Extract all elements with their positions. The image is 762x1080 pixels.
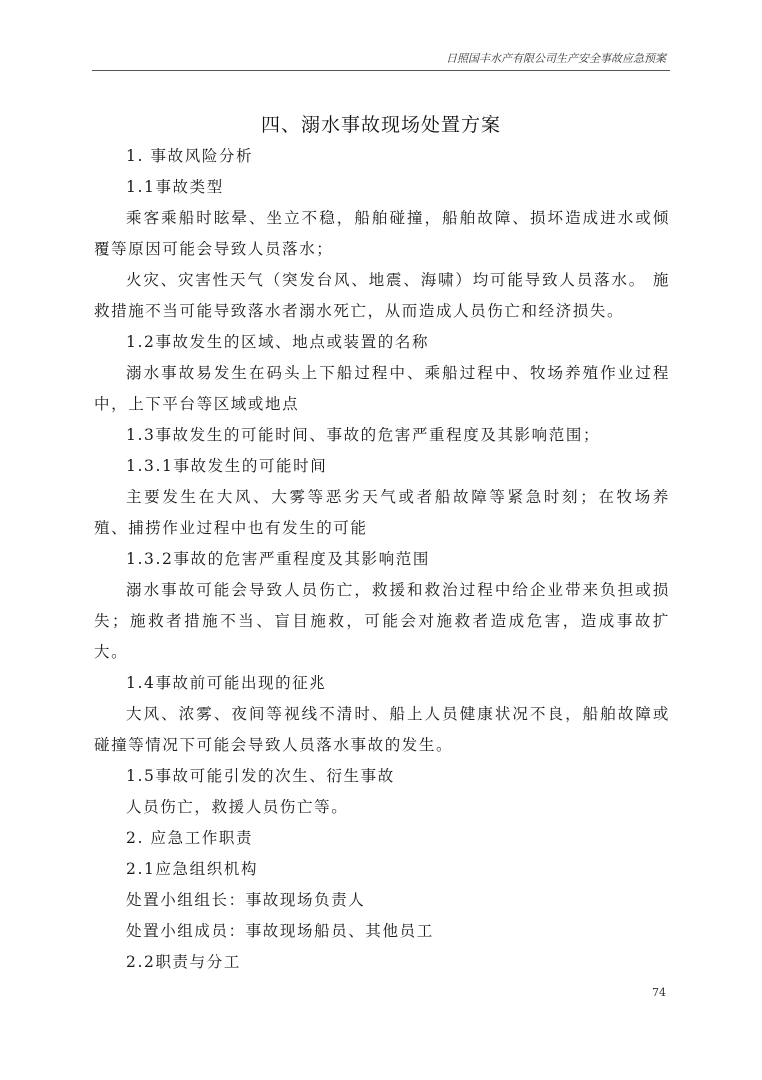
paragraph: 主要发生在大风、大雾等恶劣天气或者船故障等紧急时刻；在牧场养殖、捕捞作业过程中也有发生的可能 <box>94 488 670 537</box>
paragraph: 1.2事故发生的区域、地点或装置的名称 <box>126 333 430 351</box>
paragraph: 1.3事故发生的可能时间、事故的危害严重程度及其影响范围； <box>126 426 601 444</box>
paragraph: 1.3.1事故发生的可能时间 <box>126 457 328 475</box>
paragraph: 2.2职责与分工 <box>126 953 241 971</box>
running-header: 日照国丰水产有限公司生产安全事故应急预案 <box>446 52 666 65</box>
paragraph: 1.5事故可能引发的次生、衍生事故 <box>126 767 395 785</box>
paragraph: 1.4事故前可能出现的征兆 <box>126 674 327 692</box>
paragraph: 溺水事故可能会导致人员伤亡，救援和救治过程中给企业带来负担或损失；施救者措施不当、盲目施救，可能会对施救者造成危害，造成事故扩大。 <box>94 581 670 661</box>
paragraph: 2.1应急组织机构 <box>126 860 259 878</box>
paragraph: 处置小组组长：事故现场负责人 <box>126 891 366 909</box>
paragraph: 1. 事故风险分析 <box>126 147 254 165</box>
paragraph: 大风、浓雾、夜间等视线不清时、船上人员健康状况不良，船舶故障或碰撞等情况下可能会导致人员落水事故的发生。 <box>94 705 670 754</box>
paragraph: 火灾、灾害性天气（突发台风、地震、海啸）均可能导致人员落水。 施救措施不当可能导致落水者溺水死亡，从而造成人员伤亡和经济损失。 <box>94 271 670 320</box>
paragraph: 2. 应急工作职责 <box>126 829 254 847</box>
paragraph: 乘客乘船时眩晕、坐立不稳，船舶碰撞，船舶故障、损坏造成进水或倾覆等原因可能会导致人员落水； <box>94 209 670 258</box>
paragraph: 溺水事故易发生在码头上下船过程中、乘船过程中、牧场养殖作业过程中，上下平台等区域或地点 <box>94 364 670 413</box>
document-body <box>94 141 670 978</box>
section-title: 四、溺水事故现场处置方案 <box>260 114 501 136</box>
paragraph: 1.3.2事故的危害严重程度及其影响范围 <box>126 550 430 568</box>
page-number: 74 <box>652 986 666 999</box>
paragraph: 1.1事故类型 <box>126 178 224 196</box>
header-divider <box>92 70 670 71</box>
paragraph: 人员伤亡，救援人员伤亡等。 <box>126 798 349 816</box>
paragraph: 处置小组成员：事故现场船员、其他员工 <box>126 922 434 940</box>
